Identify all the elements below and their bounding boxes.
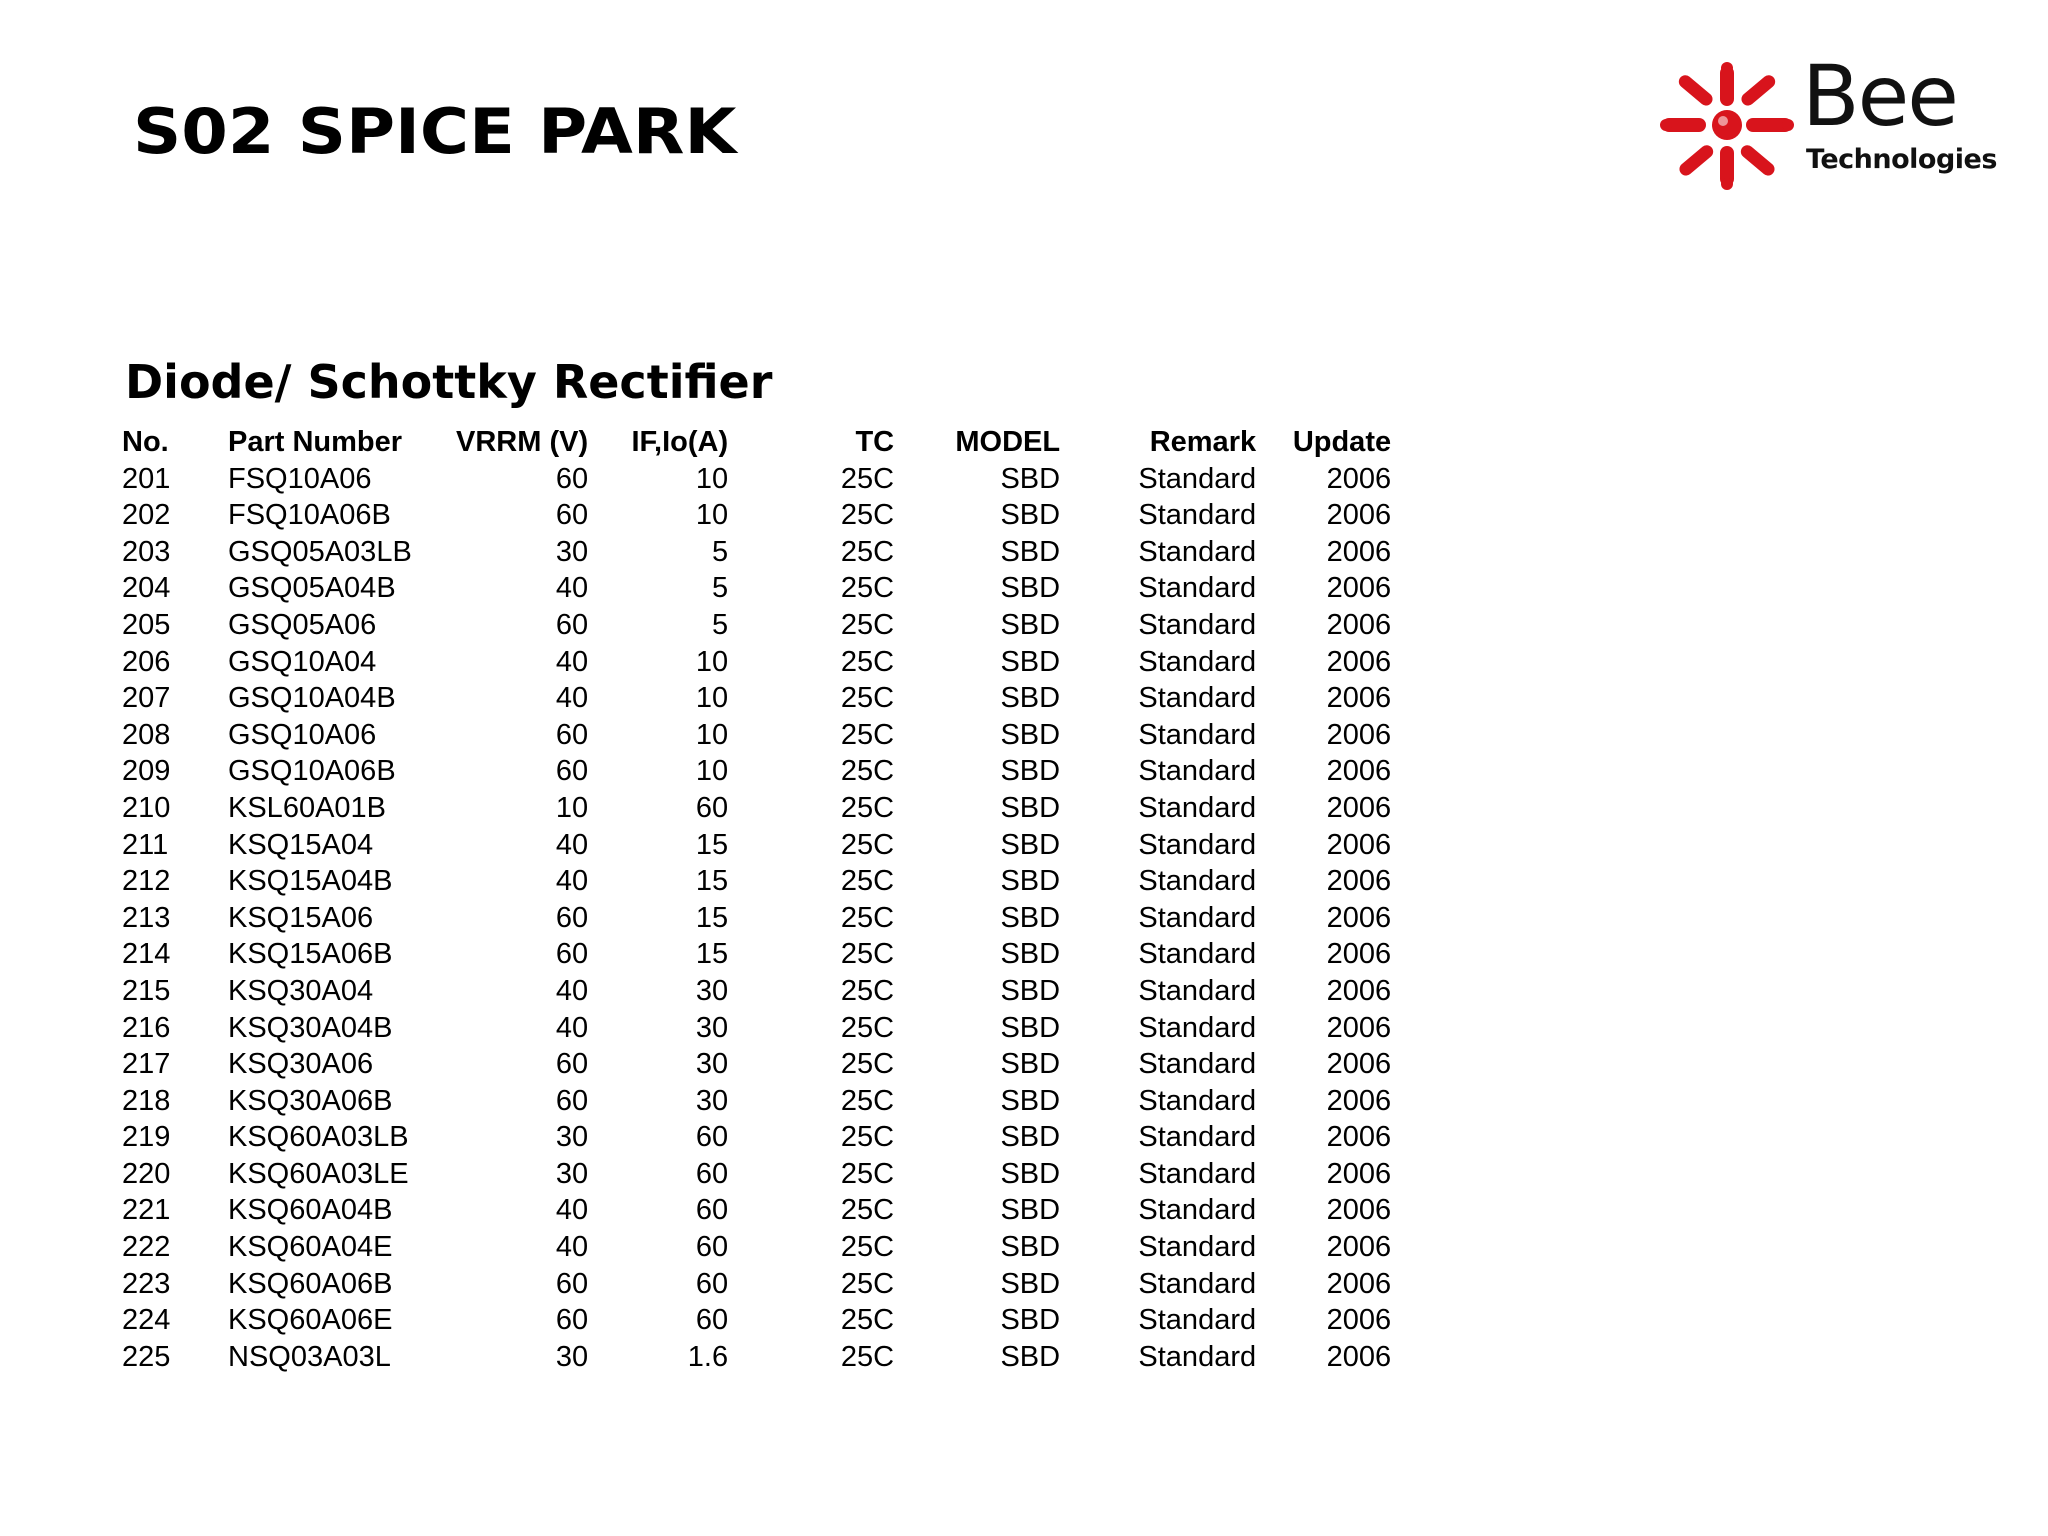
table-row (122, 607, 1391, 644)
table-row (122, 1339, 1391, 1376)
cell-no: 214 (122, 938, 171, 971)
cell-model: SBD (1000, 1011, 1061, 1044)
cell-update: 2006 (1326, 682, 1392, 715)
table-row (122, 1156, 1391, 1193)
cell-update: 2006 (1326, 1194, 1392, 1227)
cell-vrrm: 60 (555, 1048, 589, 1081)
table-row (122, 1046, 1391, 1083)
cell-model: SBD (1000, 755, 1061, 788)
cell-update: 2006 (1326, 974, 1392, 1007)
table-row (122, 534, 1391, 571)
cell-if-io: 10 (695, 462, 729, 495)
cell-if-io: 5 (711, 535, 729, 568)
cell-update: 2006 (1326, 938, 1392, 971)
cell-remark: Standard (1138, 1231, 1257, 1264)
cell-tc: 25C (840, 1011, 895, 1044)
cell-if-io: 10 (695, 718, 729, 751)
cell-no: 206 (122, 645, 171, 678)
cell-remark: Standard (1138, 572, 1257, 605)
cell-part-number: FSQ10A06B (228, 499, 391, 532)
column-header-tc: TC (855, 426, 895, 458)
cell-model: SBD (1000, 1340, 1061, 1373)
cell-update: 2006 (1326, 791, 1392, 824)
cell-tc: 25C (840, 1084, 895, 1117)
table-row (122, 1010, 1391, 1047)
cell-tc: 25C (840, 828, 895, 861)
cell-update: 2006 (1326, 718, 1392, 751)
cell-update: 2006 (1326, 828, 1392, 861)
table-row (122, 900, 1391, 937)
cell-vrrm: 60 (555, 718, 589, 751)
cell-model: SBD (1000, 791, 1061, 824)
cell-vrrm: 60 (555, 1084, 589, 1117)
cell-remark: Standard (1138, 974, 1257, 1007)
table-row (122, 1229, 1391, 1266)
cell-part-number: KSQ30A04 (228, 974, 374, 1007)
table-body (122, 461, 1391, 1376)
cell-update: 2006 (1326, 1231, 1392, 1264)
cell-vrrm: 30 (555, 1340, 589, 1373)
cell-tc: 25C (840, 682, 895, 715)
logo-brand: Bee (1802, 47, 1957, 145)
cell-remark: Standard (1138, 865, 1257, 898)
cell-model: SBD (1000, 1157, 1061, 1190)
bee-technologies-logo (1660, 47, 2010, 192)
cell-remark: Standard (1138, 828, 1257, 861)
cell-vrrm: 40 (555, 828, 589, 861)
cell-no: 222 (122, 1231, 171, 1264)
column-header-vrrm: VRRM (V) (456, 426, 589, 458)
cell-vrrm: 30 (555, 535, 589, 568)
cell-tc: 25C (840, 755, 895, 788)
cell-vrrm: 60 (555, 1267, 589, 1300)
cell-model: SBD (1000, 608, 1061, 641)
cell-part-number: KSQ60A06E (228, 1304, 393, 1337)
cell-tc: 25C (840, 1157, 895, 1190)
cell-no: 209 (122, 755, 171, 788)
cell-model: SBD (1000, 828, 1061, 861)
cell-model: SBD (1000, 572, 1061, 605)
cell-remark: Standard (1138, 608, 1257, 641)
cell-update: 2006 (1326, 462, 1392, 495)
cell-update: 2006 (1326, 1084, 1392, 1117)
cell-vrrm: 40 (555, 865, 589, 898)
cell-tc: 25C (840, 718, 895, 751)
cell-part-number: KSL60A01B (228, 791, 387, 824)
cell-if-io: 5 (711, 572, 729, 605)
table-row (122, 1302, 1391, 1339)
cell-remark: Standard (1138, 1194, 1257, 1227)
cell-remark: Standard (1138, 755, 1257, 788)
cell-vrrm: 40 (555, 1194, 589, 1227)
cell-model: SBD (1000, 535, 1061, 568)
cell-vrrm: 40 (555, 645, 589, 678)
cell-tc: 25C (840, 1231, 895, 1264)
table-row (122, 644, 1391, 681)
cell-no: 204 (122, 572, 171, 605)
cell-part-number: KSQ15A04 (228, 828, 374, 861)
cell-remark: Standard (1138, 682, 1257, 715)
cell-if-io: 15 (695, 938, 729, 971)
cell-no: 212 (122, 865, 171, 898)
column-header-no: No. (122, 426, 169, 458)
cell-no: 225 (122, 1340, 171, 1373)
cell-tc: 25C (840, 1048, 895, 1081)
cell-no: 219 (122, 1121, 171, 1154)
column-header-model: MODEL (955, 426, 1061, 458)
cell-no: 218 (122, 1084, 171, 1117)
cell-if-io: 30 (695, 1011, 729, 1044)
cell-part-number: KSQ60A04E (228, 1231, 393, 1264)
cell-if-io: 60 (695, 1194, 729, 1227)
table-row (122, 863, 1391, 900)
cell-part-number: KSQ60A04B (228, 1194, 393, 1227)
table-row (122, 827, 1391, 864)
cell-part-number: GSQ05A06 (228, 608, 377, 641)
cell-if-io: 60 (695, 1121, 729, 1154)
cell-vrrm: 40 (555, 682, 589, 715)
cell-model: SBD (1000, 499, 1061, 532)
table-row (122, 717, 1391, 754)
cell-vrrm: 10 (555, 791, 589, 824)
cell-if-io: 30 (695, 1084, 729, 1117)
cell-if-io: 60 (695, 1157, 729, 1190)
cell-remark: Standard (1138, 499, 1257, 532)
cell-model: SBD (1000, 938, 1061, 971)
table-row (122, 1119, 1391, 1156)
cell-model: SBD (1000, 682, 1061, 715)
cell-tc: 25C (840, 901, 895, 934)
cell-update: 2006 (1326, 1304, 1392, 1337)
cell-model: SBD (1000, 1084, 1061, 1117)
cell-update: 2006 (1326, 865, 1392, 898)
cell-remark: Standard (1138, 938, 1257, 971)
cell-if-io: 5 (711, 608, 729, 641)
table-row (122, 497, 1391, 534)
cell-part-number: KSQ30A06 (228, 1048, 374, 1081)
cell-part-number: KSQ30A04B (228, 1011, 393, 1044)
cell-part-number: GSQ10A06 (228, 718, 377, 751)
cell-if-io: 60 (695, 791, 729, 824)
cell-vrrm: 40 (555, 1231, 589, 1264)
cell-model: SBD (1000, 1194, 1061, 1227)
parts-table (122, 424, 1391, 1375)
cell-remark: Standard (1138, 718, 1257, 751)
cell-update: 2006 (1326, 535, 1392, 568)
cell-part-number: GSQ10A04 (228, 645, 377, 678)
cell-vrrm: 60 (555, 462, 589, 495)
table-row (122, 790, 1391, 827)
cell-if-io: 10 (695, 645, 729, 678)
cell-vrrm: 40 (555, 572, 589, 605)
cell-if-io: 60 (695, 1231, 729, 1264)
cell-update: 2006 (1326, 1048, 1392, 1081)
cell-model: SBD (1000, 1231, 1061, 1264)
cell-tc: 25C (840, 645, 895, 678)
cell-part-number: GSQ05A04B (228, 572, 396, 605)
cell-tc: 25C (840, 1340, 895, 1373)
cell-no: 213 (122, 901, 171, 934)
cell-part-number: GSQ05A03LB (228, 535, 412, 568)
cell-no: 210 (122, 791, 171, 824)
cell-tc: 25C (840, 499, 895, 532)
cell-remark: Standard (1138, 1048, 1257, 1081)
cell-part-number: GSQ10A06B (228, 755, 396, 788)
cell-tc: 25C (840, 462, 895, 495)
cell-tc: 25C (840, 572, 895, 605)
cell-vrrm: 60 (555, 608, 589, 641)
cell-tc: 25C (840, 608, 895, 641)
cell-remark: Standard (1138, 645, 1257, 678)
cell-if-io: 15 (695, 901, 729, 934)
table-header-row (122, 424, 1391, 461)
cell-no: 203 (122, 535, 171, 568)
cell-tc: 25C (840, 535, 895, 568)
cell-update: 2006 (1326, 645, 1392, 678)
cell-part-number: KSQ15A06 (228, 901, 374, 934)
cell-remark: Standard (1138, 1340, 1257, 1373)
cell-vrrm: 60 (555, 938, 589, 971)
cell-if-io: 15 (695, 828, 729, 861)
cell-no: 201 (122, 462, 171, 495)
cell-tc: 25C (840, 974, 895, 1007)
table-row (122, 1083, 1391, 1120)
cell-vrrm: 60 (555, 755, 589, 788)
cell-remark: Standard (1138, 901, 1257, 934)
cell-part-number: NSQ03A03L (228, 1340, 391, 1373)
cell-tc: 25C (840, 1267, 895, 1300)
cell-model: SBD (1000, 1121, 1061, 1154)
cell-remark: Standard (1138, 1304, 1257, 1337)
cell-update: 2006 (1326, 499, 1392, 532)
cell-no: 223 (122, 1267, 171, 1300)
cell-no: 220 (122, 1157, 171, 1190)
cell-if-io: 30 (695, 974, 729, 1007)
cell-vrrm: 60 (555, 499, 589, 532)
cell-part-number: KSQ60A06B (228, 1267, 393, 1300)
table-row (122, 461, 1391, 498)
cell-model: SBD (1000, 645, 1061, 678)
cell-if-io: 10 (695, 755, 729, 788)
column-header-if-io: IF,Io(A) (631, 426, 729, 458)
cell-part-number: KSQ15A06B (228, 938, 393, 971)
cell-no: 217 (122, 1048, 171, 1081)
table-row (122, 1266, 1391, 1303)
page-title: S02 SPICE PARK (133, 95, 737, 168)
cell-part-number: FSQ10A06 (228, 462, 372, 495)
cell-update: 2006 (1326, 1340, 1392, 1373)
cell-update: 2006 (1326, 1011, 1392, 1044)
cell-vrrm: 40 (555, 1011, 589, 1044)
cell-if-io: 60 (695, 1304, 729, 1337)
table-row (122, 936, 1391, 973)
cell-if-io: 15 (695, 865, 729, 898)
cell-remark: Standard (1138, 1084, 1257, 1117)
cell-no: 216 (122, 1011, 171, 1044)
cell-update: 2006 (1326, 1121, 1392, 1154)
column-header-update: Update (1292, 426, 1392, 458)
cell-tc: 25C (840, 1304, 895, 1337)
cell-vrrm: 60 (555, 901, 589, 934)
table-row (122, 570, 1391, 607)
cell-remark: Standard (1138, 791, 1257, 824)
cell-part-number: KSQ60A03LE (228, 1157, 409, 1190)
cell-update: 2006 (1326, 608, 1392, 641)
cell-remark: Standard (1138, 1157, 1257, 1190)
cell-tc: 25C (840, 1121, 895, 1154)
cell-no: 208 (122, 718, 171, 751)
cell-model: SBD (1000, 718, 1061, 751)
logo-tagline: Technologies (1806, 144, 1997, 175)
cell-if-io: 30 (695, 1048, 729, 1081)
cell-remark: Standard (1138, 1121, 1257, 1154)
cell-tc: 25C (840, 791, 895, 824)
cell-no: 224 (122, 1304, 171, 1337)
cell-update: 2006 (1326, 572, 1392, 605)
cell-model: SBD (1000, 901, 1061, 934)
cell-part-number: KSQ15A04B (228, 865, 393, 898)
cell-no: 205 (122, 608, 171, 641)
cell-if-io: 1.6 (687, 1340, 729, 1373)
cell-vrrm: 60 (555, 1304, 589, 1337)
section-title: Diode/ Schottky Rectifier (125, 355, 773, 409)
column-header-part-number: Part Number (228, 426, 403, 458)
cell-model: SBD (1000, 974, 1061, 1007)
cell-model: SBD (1000, 462, 1061, 495)
cell-model: SBD (1000, 1048, 1061, 1081)
cell-if-io: 10 (695, 499, 729, 532)
cell-vrrm: 40 (555, 974, 589, 1007)
table-row (122, 1192, 1391, 1229)
cell-vrrm: 30 (555, 1121, 589, 1154)
cell-tc: 25C (840, 938, 895, 971)
cell-update: 2006 (1326, 1267, 1392, 1300)
cell-remark: Standard (1138, 1011, 1257, 1044)
cell-no: 202 (122, 499, 171, 532)
cell-remark: Standard (1138, 1267, 1257, 1300)
cell-part-number: KSQ60A03LB (228, 1121, 409, 1154)
table-row (122, 680, 1391, 717)
cell-no: 221 (122, 1194, 171, 1227)
table-row (122, 753, 1391, 790)
cell-remark: Standard (1138, 535, 1257, 568)
cell-model: SBD (1000, 865, 1061, 898)
column-header-remark: Remark (1149, 426, 1257, 458)
cell-vrrm: 30 (555, 1157, 589, 1190)
cell-update: 2006 (1326, 755, 1392, 788)
table-row (122, 973, 1391, 1010)
cell-if-io: 10 (695, 682, 729, 715)
cell-update: 2006 (1326, 1157, 1392, 1190)
cell-if-io: 60 (695, 1267, 729, 1300)
cell-update: 2006 (1326, 901, 1392, 934)
cell-no: 207 (122, 682, 171, 715)
cell-no: 211 (122, 828, 169, 861)
cell-tc: 25C (840, 1194, 895, 1227)
cell-part-number: GSQ10A04B (228, 682, 396, 715)
cell-part-number: KSQ30A06B (228, 1084, 393, 1117)
cell-tc: 25C (840, 865, 895, 898)
cell-model: SBD (1000, 1304, 1061, 1337)
cell-remark: Standard (1138, 462, 1257, 495)
cell-model: SBD (1000, 1267, 1061, 1300)
cell-no: 215 (122, 974, 171, 1007)
